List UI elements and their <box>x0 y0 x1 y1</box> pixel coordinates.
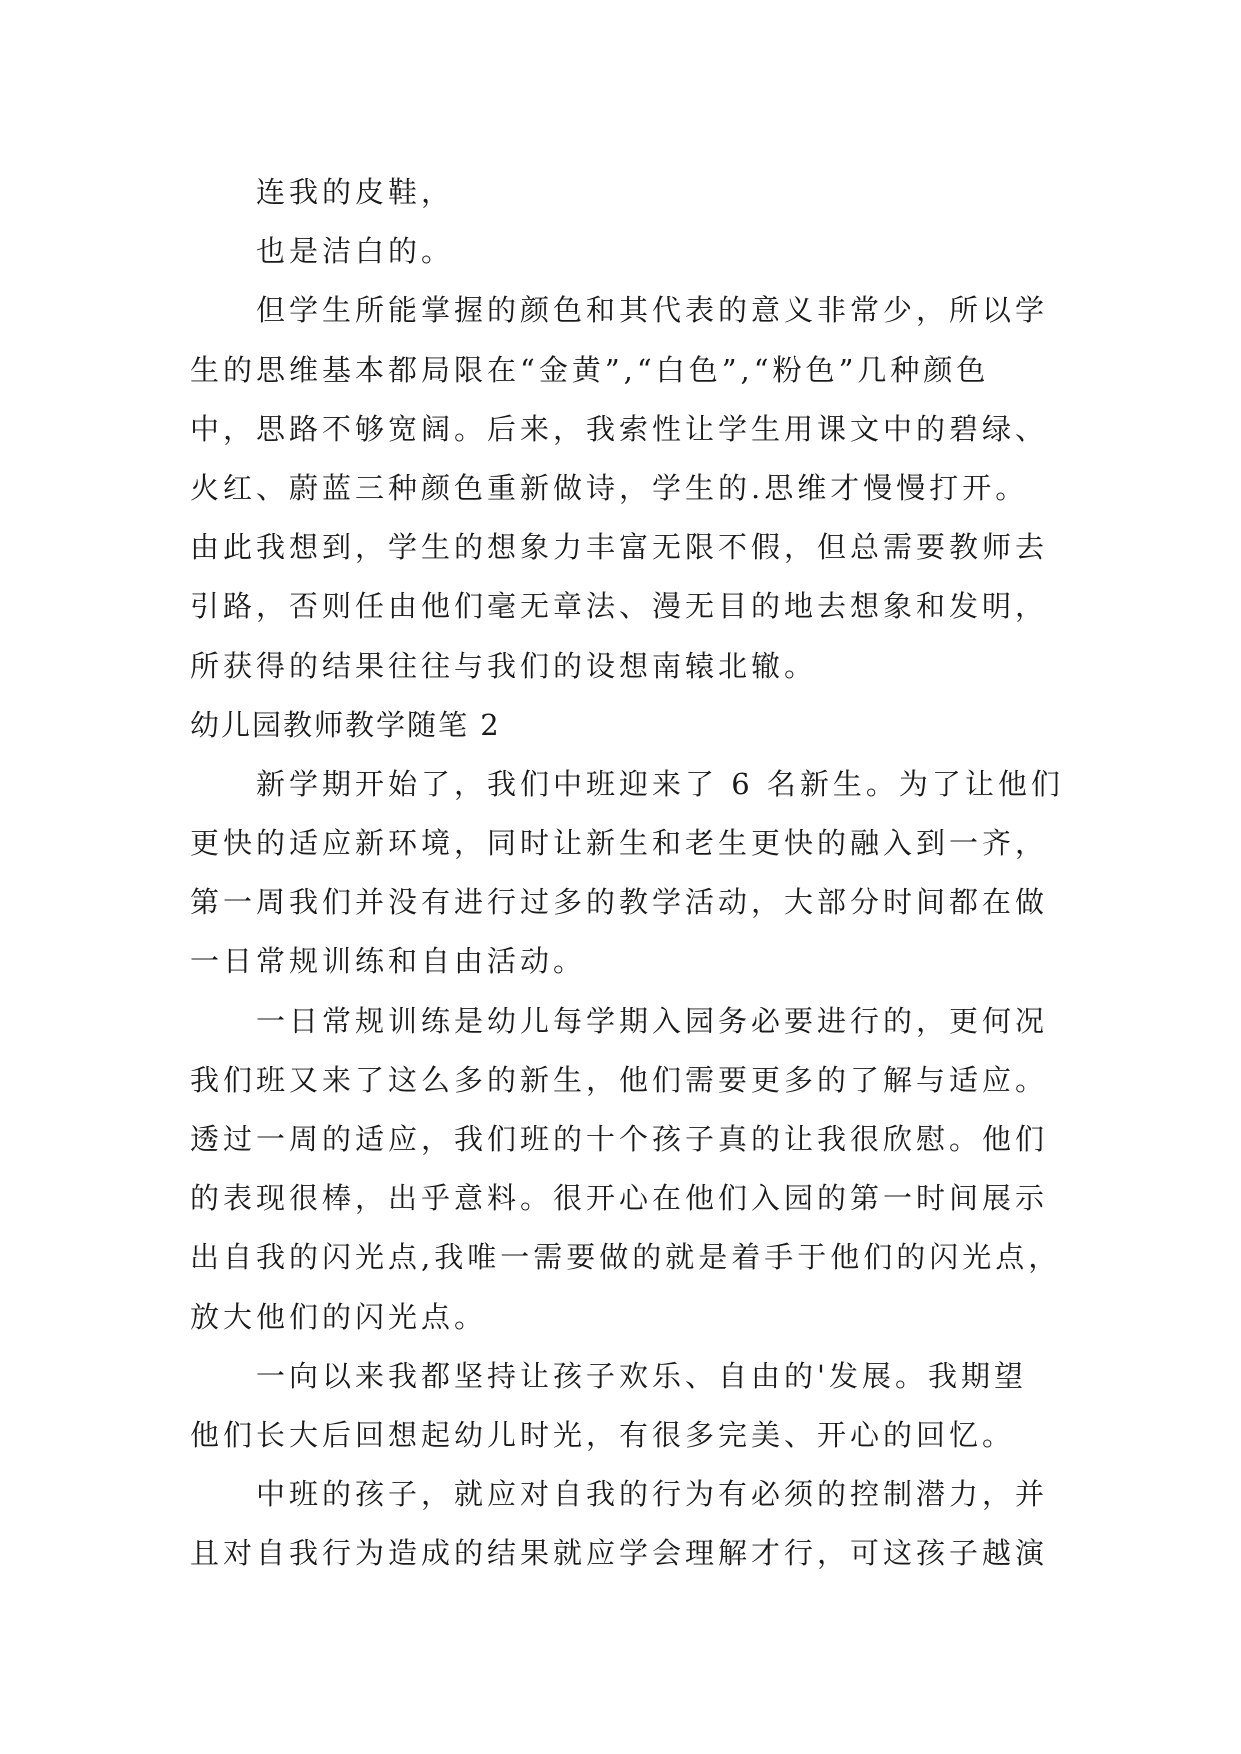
text-line: 也是洁白的。 <box>256 234 455 269</box>
text-line: 他们长大后回想起幼儿时光，有很多完美、开心的回忆。 <box>190 1417 1016 1452</box>
text-line: 放大他们的闪光点。 <box>190 1299 488 1334</box>
text-line: 出自我的闪光点,我唯一需要做的就是着手于他们的闪光点， <box>190 1240 1062 1275</box>
text-line: 火红、蔚蓝三种颜色重新做诗，学生的.思维才慢慢打开。 <box>190 470 1029 505</box>
text-line: 第一周我们并没有进行过多的教学活动，大部分时间都在做 <box>190 885 1049 920</box>
text-line: 一日常规训练和自由活动。 <box>190 944 587 979</box>
text-line: 一日常规训练是幼儿每学期入园务必要进行的，更何况 <box>256 1003 1049 1038</box>
text-line: 更快的适应新环境，同时让新生和老生更快的融入到一齐， <box>190 826 1049 861</box>
text-line: 由此我想到，学生的想象力丰富无限不假，但总需要教师去 <box>190 530 1049 565</box>
text-line: 的表现很棒，出乎意料。很开心在他们入园的第一时间展示 <box>190 1181 1049 1216</box>
text-line: 连我的皮鞋， <box>256 175 455 209</box>
document-body <box>190 163 1064 1584</box>
text-line: 透过一周的适应，我们班的十个孩子真的让我很欣慰。他们 <box>190 1122 1049 1156</box>
text-line: 我们班又来了这么多的新生，他们需要更多的了解与适应。 <box>190 1062 1049 1097</box>
text-line: 生的思维基本都局限在“金黄”,“白色”,“粉色”几种颜色 <box>190 352 990 387</box>
text-line: 中，思路不够宽阔。后来，我索性让学生用课文中的碧绿、 <box>190 411 1049 446</box>
text-line: 但学生所能掌握的颜色和其代表的意义非常少，所以学 <box>256 293 1049 328</box>
text-line: 中班的孩子，就应对自我的行为有必须的控制潜力，并 <box>256 1477 1049 1512</box>
section-heading: 幼儿园教师教学随笔 2 <box>190 707 501 742</box>
text-line: 且对自我行为造成的结果就应学会理解才行，可这孩子越演 <box>190 1536 1049 1571</box>
text-line: 一向以来我都坚持让孩子欢乐、自由的'发展。我期望 <box>256 1358 1027 1393</box>
text-line: 所获得的结果往往与我们的设想南辕北辙。 <box>190 648 818 683</box>
text-line: 新学期开始了，我们中班迎来了 6 名新生。为了让他们 <box>256 766 1064 801</box>
text-line: 引路，否则任由他们毫无章法、漫无目的地去想象和发明， <box>190 589 1049 624</box>
